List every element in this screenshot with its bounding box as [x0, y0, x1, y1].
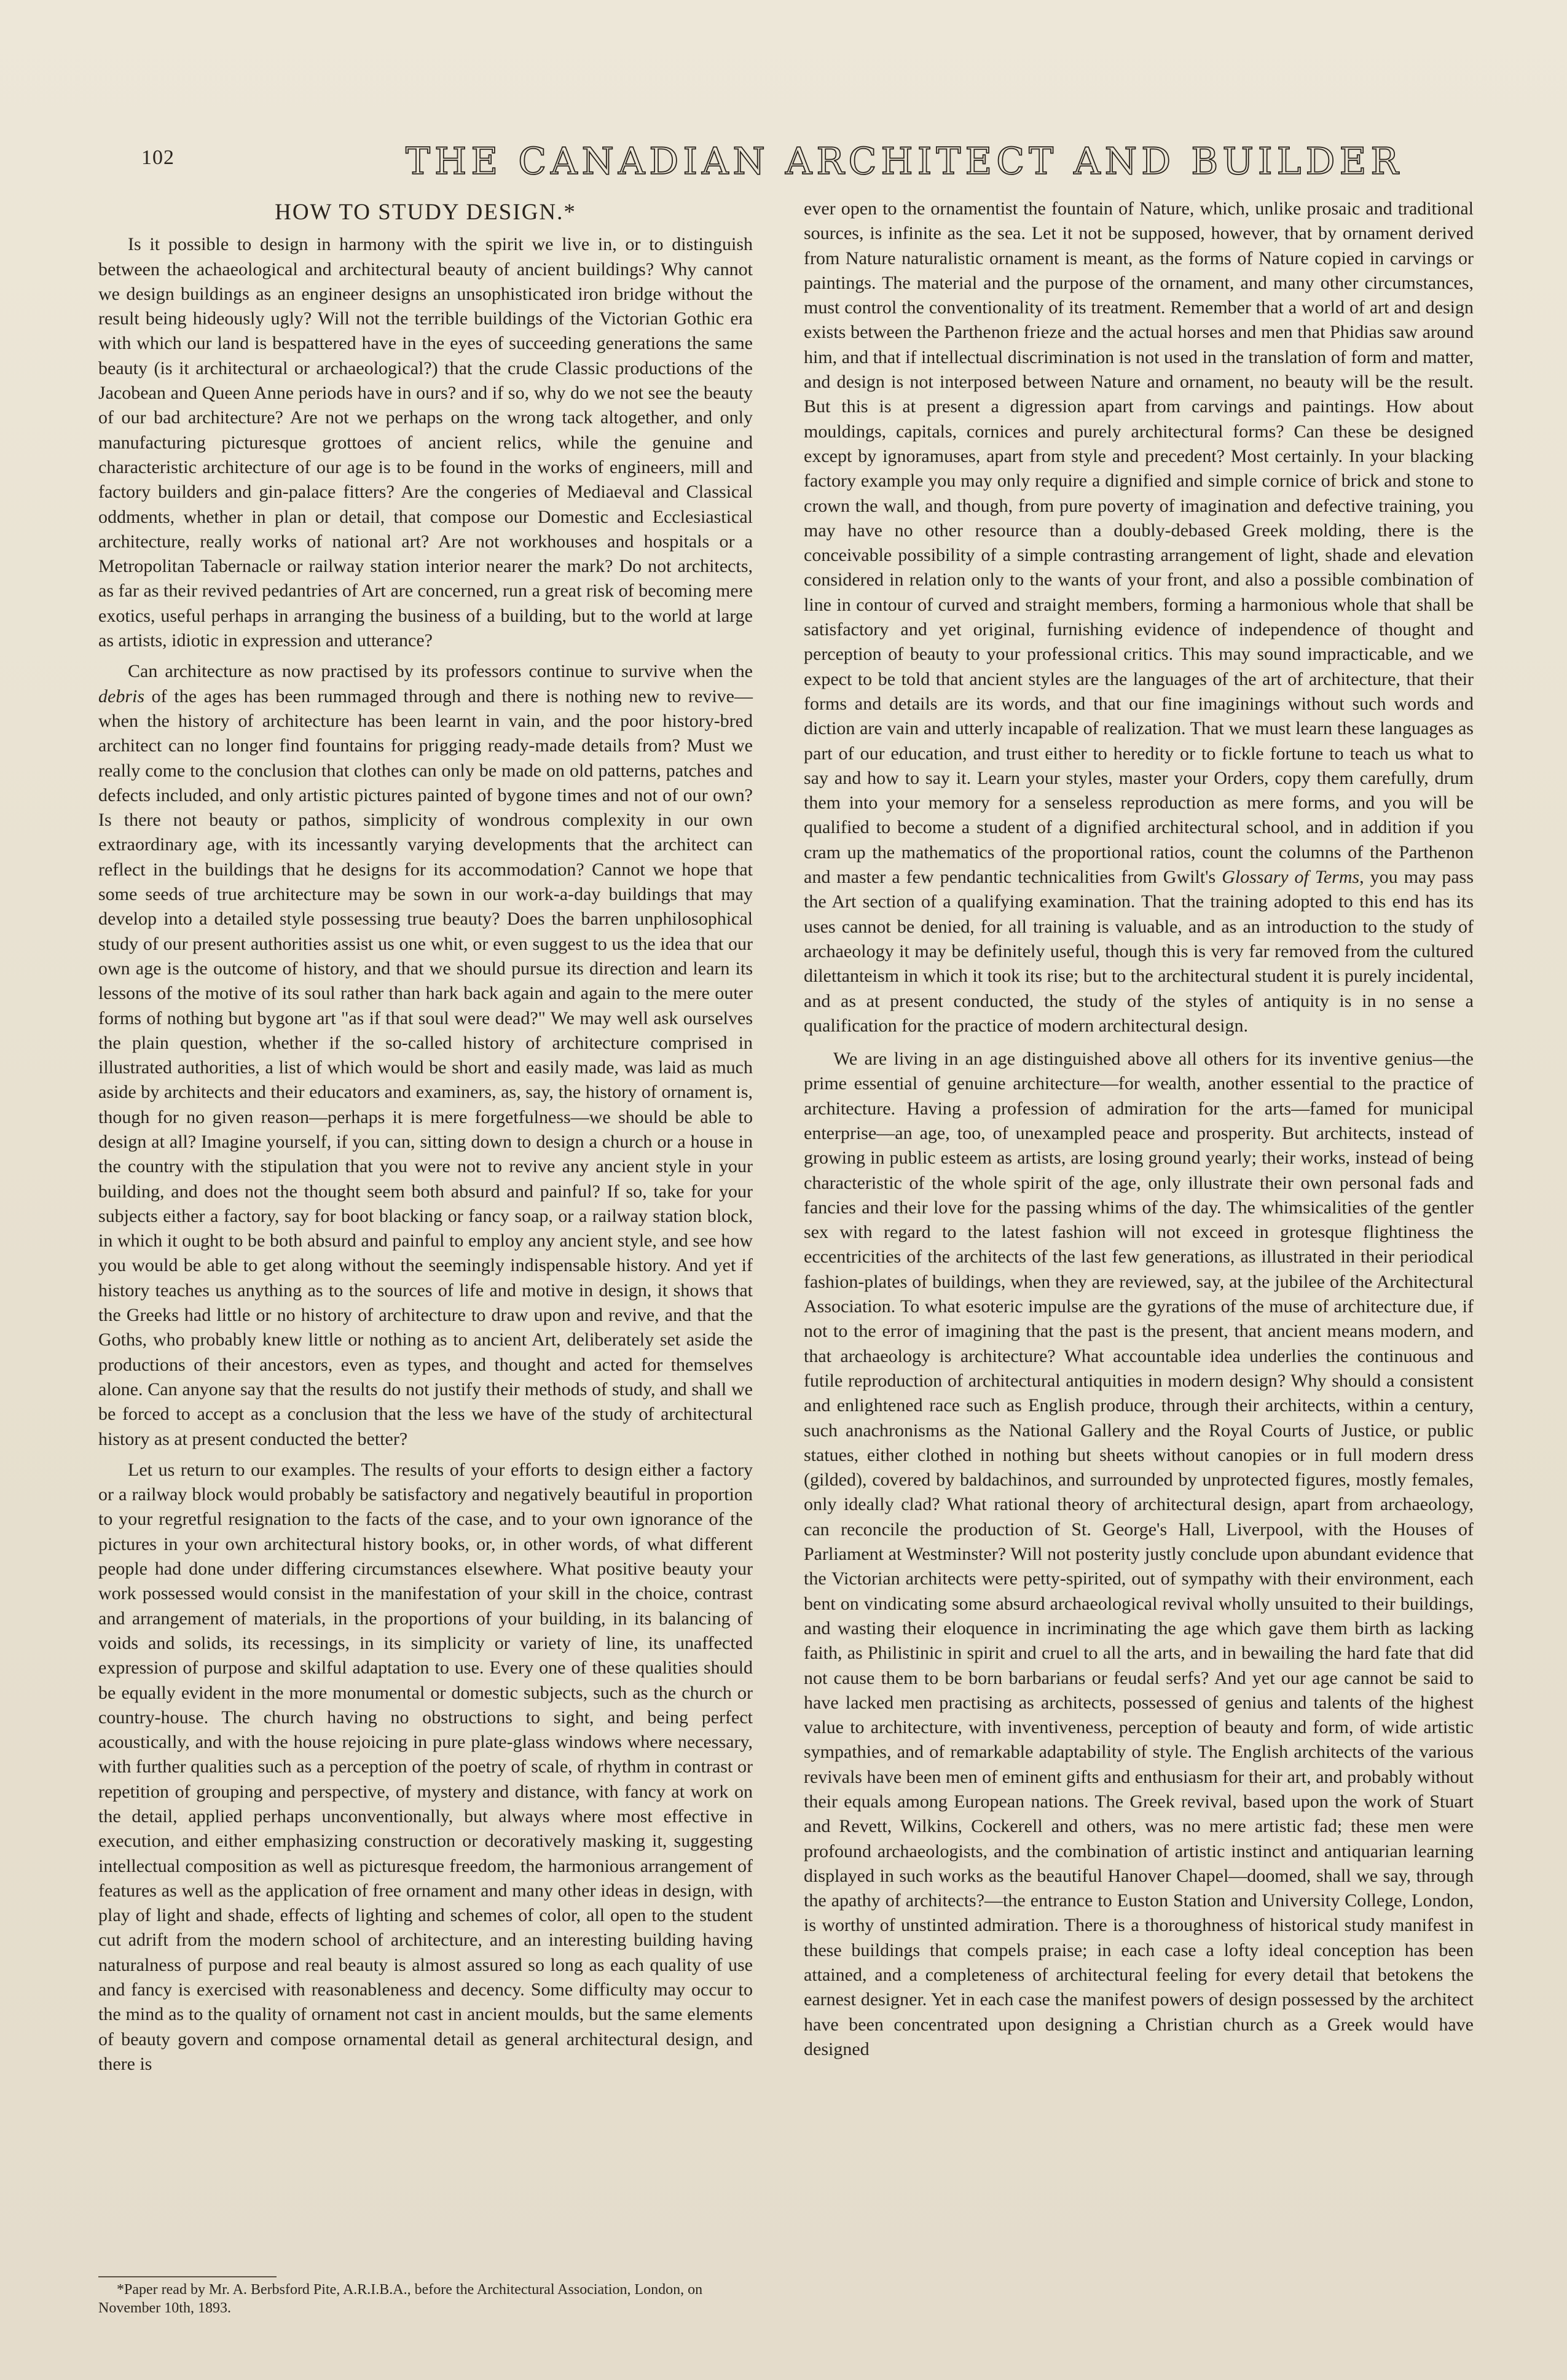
- right-column: [804, 197, 1474, 2068]
- paragraph: Is it possible to design in harmony with the spirit we live in, or to distinguish between the achaeological and architectural beauty of ancient buildings? Why cannot we design buildings as an engineer designs an unsophisticated iron bridge without the result being hideously ugly? Will not the terrible buildings of the Victorian Gothic era with which our land is bespattered have in the eyes of succeeding generations the same beauty (is it architectural or archaeological?) that the crude Classic productions of the Jacobean and Queen Anne periods have in ours? and if so, why do we not see the beauty of our bad architecture? Are not we perhaps on the wrong tack altogether, and only manufacturing picturesque grottoes of ancient relics, while the genuine and characteristic architecture of our age is to be found in the works of engineers, mill and factory builders and gin-palace fitters? Are the congeries of Mediaeval and Classical oddments, whether in plan or detail, that compose our Domestic and Ecclesiastical architecture, really works of national art? Are not workhouses and hospitals or a Metropolitan Tabernacle or railway station interior nearer the mark? Do not architects, as far as their revived pedantries of Art are concerned, run a great risk of becoming mere exotics, useful perhaps in arranging the business of a building, but to the world at large as artists, idiotic in expression and utterance?: [98, 234, 753, 651]
- paragraph-text: of the ages has been rummaged through and there is nothing new to revive—when the history of architecture has been learnt in vain, and the poor history-bred architect can no longer find fountains for prigging ready-made details from? Must we really come to the conclusion that clothes can only be made on old patterns, patches and defects included, and only artistic pictures painted of bygone times and not of our own? Is there not beauty or pathos, simplicity of wondrous complexity in our own extraordinary age, with its incessantly varying developments that the architect can reflect in the buildings that he designs for its accommodation? Cannot we hope that some seeds of true architecture may be sown in our work-a-day buildings that may develop into a detailed style possessing true beauty? Does the barren unphilosophical study of our present authorities assist us one whit, or even suggest to us the idea that our own age is the outcome of history, and that we should pursue its direction and learn its lessons of the motive of its soul rather than hark back again and again to the mere outer forms of nothing but bygone art "as if that soul were dead?" We may well ask ourselves the plain question, whether if the so-called history of architecture comprised in illustrated authorities, a list of which would be short and easily made, was laid as much aside by architects and their educators and examiners, as, say, the history of ornament is, though for no given reason—perhaps it is mere forgetfulness—we should be able to design at all? Imagine yourself, if you can, sitting down to design a church or a house in the country with the stipulation that you were not to revive any ancient style in your building, and does not the thought seem both absurd and painful? If so, take for your subjects either a factory, say for boot blacking or fancy soap, or a railway station block, in which it ought to be both absurd and painful to employ any ancient style, and see how you would be able to get along without the seemingly indispensable history. And yet if history teaches us anything as to the sources of life and motive in design, it shows that the Greeks had little or no history of architecture to draw upon and revive, and that the Goths, who probably knew little or nothing as to ancient Art, deliberately set aside the productions of their ancestors, even as types, and thought and acted for themselves alone. Can anyone say that the results do not justify their methods of study, and shall we be forced to accept as a conclusion that the less we have of the study of architectural history as at present conducted the better?: [98, 686, 753, 1449]
- italic-term: debris: [98, 686, 144, 707]
- italic-term: Glossary of Terms: [1222, 867, 1360, 888]
- paragraph: [804, 197, 1474, 1038]
- paragraph: [98, 659, 753, 1452]
- footnote: *Paper read by Mr. A. Berbsford Pite, A.R.I.B.A., before the Architectural Association, London, on November 10th, 1893.: [98, 2282, 703, 2316]
- paragraph: We are living in an age distinguished above all others for its inventive genius—the prime essential of genuine architecture—for wealth, another essential to the practice of architecture. Having a profession of admiration for the arts—famed for municipal enterprise—an age, too, of unexampled peace and prosperity. But architects, instead of growing in public esteem as artists, are losing ground yearly; their works, instead of being characteristic of the whole spirit of the age, only illustrate their own personal fads and fancies and their love for the passing whims of the day. The whimsicalities of the gentler sex with regard to the latest fashion will not exceed in grotesque flightiness the eccentricities of the architects of the last few generations, as illustrated in their periodical fashion-plates of buildings, when they are reviewed, say, at the jubilee of the Architectural Association. To what esoteric impulse are the gyrations of the muse of architecture due, if not to the error of imagining that the past is the present, that ancient means modern, and that archaeology is architecture? What accountable idea underlies the continuous and futile reproduction of architectural antiquities in modern design? Why should a consistent and enlightened race such as English produce, through their architects, within a century, such anachronisms as the National Gallery and the Royal Courts of Justice, or public statues, either clothed in nothing but sheets without canopies or in full modern dress (gilded), covered by baldachinos, and surrounded by unprotected figures, mostly females, only ideally clad? What rational theory of architectural design, apart from archaeology, can reconcile the production of St. George's Hall, Liverpool, with the Houses of Parliament at Westminster? Will not posterity justly conclude upon abundant evidence that the Victorian architects were petty-spirited, out of sympathy with their environment, each bent on vindicating some absurd archaeological revival wholly unsuited to their buildings, and wasting their eloquence in incriminating the age which gave them birth as lacking faith, as Philistinic in spirit and cruel to all the arts, and in bewailing the hard fate that did not cause them to be born barbarians or feudal serfs? And yet our age cannot be said to have lacked men practising as architects, possessed of genius and talents of the highest value to architecture, with inventiveness, perception of beauty and form, of wide artistic sympathies, and of remarkable adaptability of style. The English architects of the various revivals have been men of eminent gifts and enthusiasm for their art, and probably without their equals among European nations. The Greek revival, based upon the work of Stuart and Revett, Wilkins, Cockerell and others, was no mere artistic fad; these men were profound archaeologists, and the combination of artistic instinct and antiquarian learning displayed in such works as the beautiful Hanover Chapel—doomed, shall we say, through the apathy of architects?—the entrance to Euston Station and University College, London, is worthy of unstinted admiration. There is a thoroughness of historical study manifest in these buildings that compels praise; in each case a lofty ideal conception has been attained, and a completeness of architectural feeling for every detail that betokens the earnest designer. Yet in each case the manifest powers of design possessed by the architect have been concentrated upon designing a Christian church as a Greek would have designed: [804, 1049, 1474, 2059]
- paragraph-text: , you may pass the Art section of a qualifying examination. That the training adopted to this end has its uses cannot be denied, for all training is valuable, and as an introduction to the study of archaeology it may be definitely useful, though this is very far removed from the cultured dilettanteism in which it took its rise; but to the architectural student it is purely incidental, and as at present conducted, the study of the styles of antiquity is in no sense a qualification for the practice of modern architectural design.: [804, 867, 1474, 1036]
- page-header: [141, 140, 1450, 189]
- paragraph-text: Can architecture as now practised by its professors continue to survive when the: [128, 661, 753, 682]
- article-title: HOW TO STUDY DESIGN.*: [275, 200, 576, 225]
- page-number: 102: [141, 146, 175, 169]
- paragraph-text: ever open to the ornamentist the fountain of Nature, which, unlike prosaic and traditional sources, is infinite as the sea. Let it not be supposed, however, that by ornament derived from Nature naturalistic ornament is meant, as the forms of Nature copied in carvings or paintings. The material and the purpose of the ornament, and many other circumstances, must control the conventionality of its treatment. Remember that a world of art and design exists between the Parthenon frieze and the actual horses and men that Phidias saw around him, and that if intellectual discrimination is not used in the translation of form and matter, and design is not interposed between Nature and ornament, no beauty will be the result. But this is at present a digression apart from carvings and paintings. How about mouldings, capitals, cornices and purely architectural forms? Can these be designed except by ignoramuses, apart from style and precedent? Most certainly. In your blacking factory example you may only require a dignified and simple cornice of brick and stone to crown the wall, and though, from pure poverty of imagination and defective training, you may have no other resource than a doubly-debased Greek molding, there is the conceivable possibility of a simple contrasting arrangement of light, shade and elevation considered in relation only to the wants of your front, and also a possible combination of line in contour of curved and straight members, forming a harmonious whole that shall be satisfactory and yet original, furnishing evidence of independence of thought and perception of beauty to your professional critics. This may sound impracticable, and we expect to be told that ancient styles are the languages of the art of architecture, that their forms and details are its words, and that our fine imaginings without such words and diction are vain and utterly incapable of realization. That we must learn these languages as part of our education, and trust either to heredity or to fickle fortune to teach us what to say and how to say it. Learn your styles, master your Orders, copy them carefully, drum them into your memory for a senseless reproduction as mere forms, and you will be qualified to become a student of a dignified architectural school, and in addition if you cram up the mathematics of the proportional ratios, count the columns of the Parthenon and master a few pendantic technicalities from Gwilt's: [804, 198, 1474, 888]
- paragraph: Let us return to our examples. The results of your efforts to design either a factory or a railway block would probably be satisfactory and negatively beautiful in proportion to your regretful resignation to the facts of the case, and to your own ignorance of the pictures in your own architectural history books, or, in other words, of what different people had done under differing circumstances elsewhere. What positive beauty your work possessed would consist in the manifestation of your skill in the choice, contrast and arrangement of materials, in the proportions of your building, in its balancing of voids and solids, its recessings, in its simplicity or variety of line, its unaffected expression of purpose and skilful adaptation to use. Every one of these qualities should be equally evident in the more monumental or domestic subjects, such as the church or country-house. The church having no obstructions to sight, and being perfect acoustically, and with the house rejoicing in pure plate-glass windows where necessary, with further qualities such as a perception of the poetry of scale, of rhythm in contrast or repetition of grouping and perspective, of mystery and distance, with fancy at work on the detail, applied perhaps unconventionally, but always where most effective in execution, and either emphasizing construction or decoratively masking it, suggesting intellectual composition as well as picturesque freedom, the harmonious arrangement of features as well as the application of free ornament and many other ideas in design, with play of light and shade, effects of lighting and schemes of color, all open to the student cut adrift from the modern school of architecture, and an interesting building having naturalness of purpose and real beauty is almost assured so long as each quality of use and fancy is exercised with reasonableness and decency. Some difficulty may occur to the mind as to the quality of ornament not cast in ancient moulds, but the same elements of beauty govern and compose ornamental detail as general architectural design, and there is: [98, 1459, 753, 2074]
- footnote-rule: [98, 2276, 277, 2277]
- left-column: [98, 197, 753, 2083]
- journal-title: THE CANADIAN ARCHITECT AND BUILDER: [406, 140, 1403, 183]
